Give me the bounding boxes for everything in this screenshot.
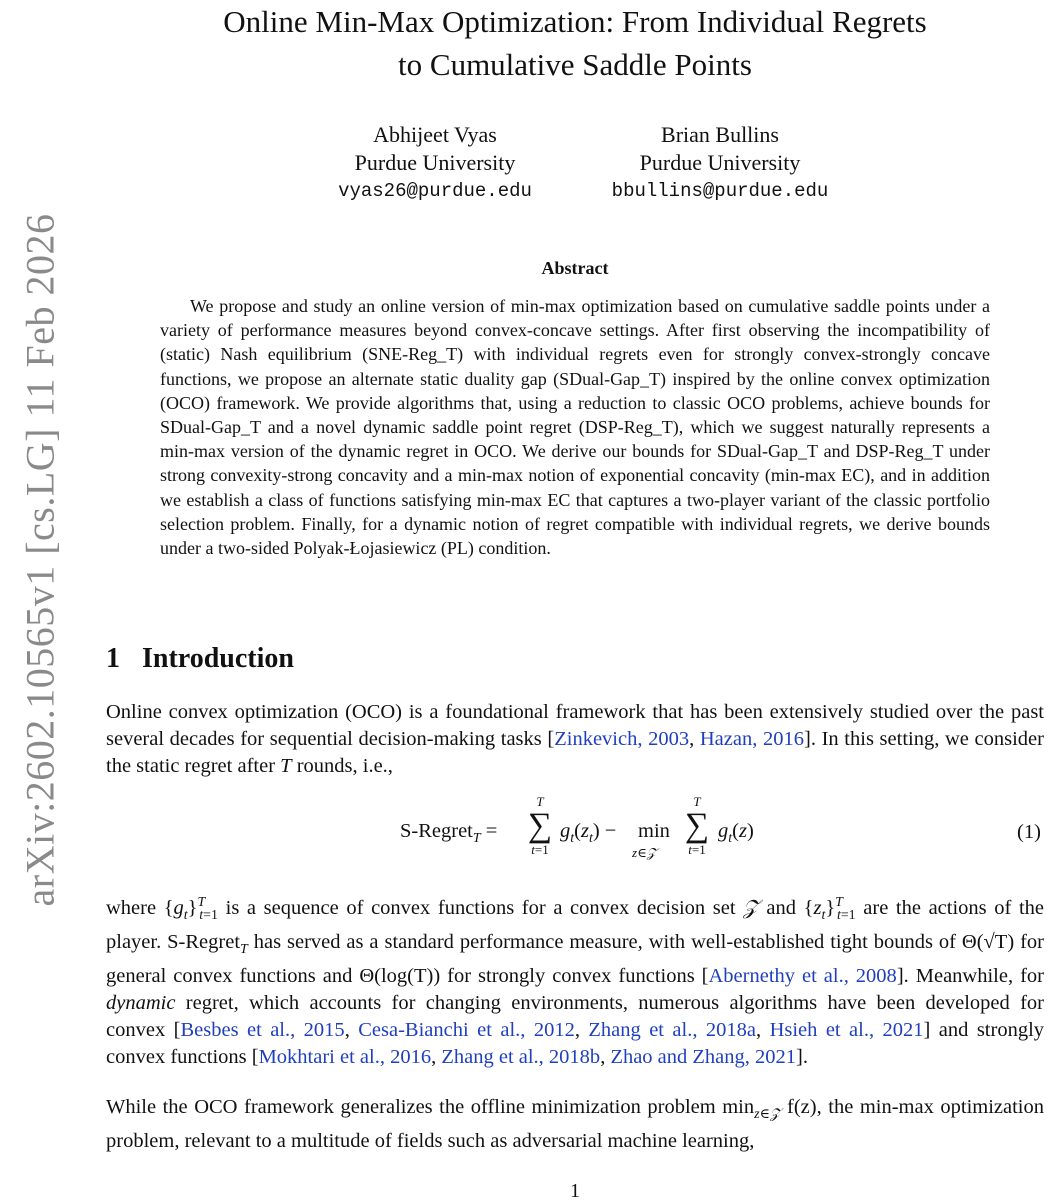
author-affiliation: Purdue University <box>639 150 801 175</box>
abstract-body: We propose and study an online version of min-max optimization based on cumulative saddle points under a variety of performance measures beyond convex-concave settings. After first observing the incompatibility of (static) Nash equilibrium (SNE-Reg_T) with individual regrets even for strongly convex-strongly concave functions, we propose an alternate static duality gap (SDual-Gap_T) inspired by the online convex optimization (OCO) framework. We provide algorithms that, using a reduction to classic OCO problems, achieve bounds for SDual-Gap_T and a novel dynamic saddle point regret (DSP-Reg_T), which we suggest naturally represents a min-max version of the dynamic regret in OCO. We derive our bounds for SDual-Gap_T and DSP-Reg_T under strong convexity-strong concavity and a min-max notion of exponential concavity (min-max EC), and in addition we establish a class of functions satisfying min-max EC that captures a two-player variant of the classic portfolio selection problem. Finally, for a dynamic notion of regret compatible with individual regrets, we derive bounds under a two-sided Polyak-Łojasiewicz (PL) condition. <box>160 296 990 559</box>
title-line-1: Online Min-Max Optimization: From Individual Regrets <box>223 4 927 39</box>
equation-number: (1) <box>1017 821 1041 843</box>
citation-link[interactable]: Hsieh et al., 2021 <box>769 1019 924 1042</box>
arxiv-identifier: arXiv:2602.10565v1 [cs.LG] 11 Feb 2026 <box>17 213 63 907</box>
equation-s-regret: S-Regret$_T$ = T ∑ t=1 $g_t(z_t)$ − min z∈𝒵 T ∑ t=1 $g_t(z)$ <box>400 794 754 860</box>
citation-link[interactable]: Besbes et al., 2015 <box>180 1019 345 1042</box>
citation-link[interactable]: Zhang et al., 2018b <box>441 1046 601 1069</box>
author-name: Abhijeet Vyas <box>373 122 497 147</box>
citation-link[interactable]: Hazan, 2016 <box>699 728 804 750</box>
author-name: Brian Bullins <box>661 122 779 147</box>
title-line-2: to Cumulative Saddle Points <box>398 47 752 82</box>
citation-link[interactable]: Zhao and Zhang, 2021 <box>610 1046 797 1069</box>
citation-link[interactable]: Cesa-Bianchi et al., 2012 <box>358 1019 575 1042</box>
abstract-heading: Abstract <box>541 258 609 278</box>
section-title: Introduction <box>142 643 294 674</box>
section-heading <box>106 643 294 675</box>
author-block <box>570 121 870 205</box>
citation-link[interactable]: Zinkevich, 2003 <box>554 728 690 750</box>
citation-link[interactable]: Abernethy et al., 2008 <box>708 965 897 988</box>
citation-link[interactable]: Zhang et al., 2018a <box>588 1019 756 1042</box>
section-number: 1 <box>106 643 120 674</box>
author-email[interactable]: vyas26@purdue.edu <box>338 180 532 202</box>
page-number: 1 <box>570 1180 580 1202</box>
author-email[interactable]: bbullins@purdue.edu <box>611 180 829 202</box>
intro-paragraph-1: Online convex optimization (OCO) is a foundational framework that has been extensively studied over the past several decades for sequential decision-making tasks [Zinkevich, 2003, Hazan, 2016]. In this setting, we consider the static regret after T rounds, i.e., <box>106 701 1044 777</box>
author-affiliation: Purdue University <box>354 150 516 175</box>
intro-paragraph-3: While the OCO framework generalizes the offline minimization problem $\min_{z\in 𝒵} f(z)$, the min-max optimization problem, relevant to a multitude of fields such as adversarial machine learning, <box>106 1096 1044 1153</box>
author-block <box>285 121 585 205</box>
citation-link[interactable]: Mokhtari et al., 2016 <box>258 1046 432 1069</box>
paper-title <box>100 0 1047 86</box>
intro-paragraph-2: where $\{g_t\}^T_{t=1}$ is a sequence of convex functions for a convex decision set 𝒵 and $\{z_t\}^T_{t=1}$ are the actions of the player. S-Regret$_T$ has served as a standard performance measure, with well-established tight bounds of Θ(√T) for general convex functions and Θ(log(T)) for strongly convex functions [Abernethy et al., 2008]. Meanwhile, for dynamic regret, which accounts for changing environments, numerous algorithms have been developed for convex [Besbes et al., 2015, Cesa-Bianchi et al., 2012, Zhang et al., 2018a, Hsieh et al., 2021] and strongly convex functions [Mokhtari et al., 2016, Zhang et al., 2018b, Zhao and Zhang, 2021]. <box>106 895 1045 1069</box>
